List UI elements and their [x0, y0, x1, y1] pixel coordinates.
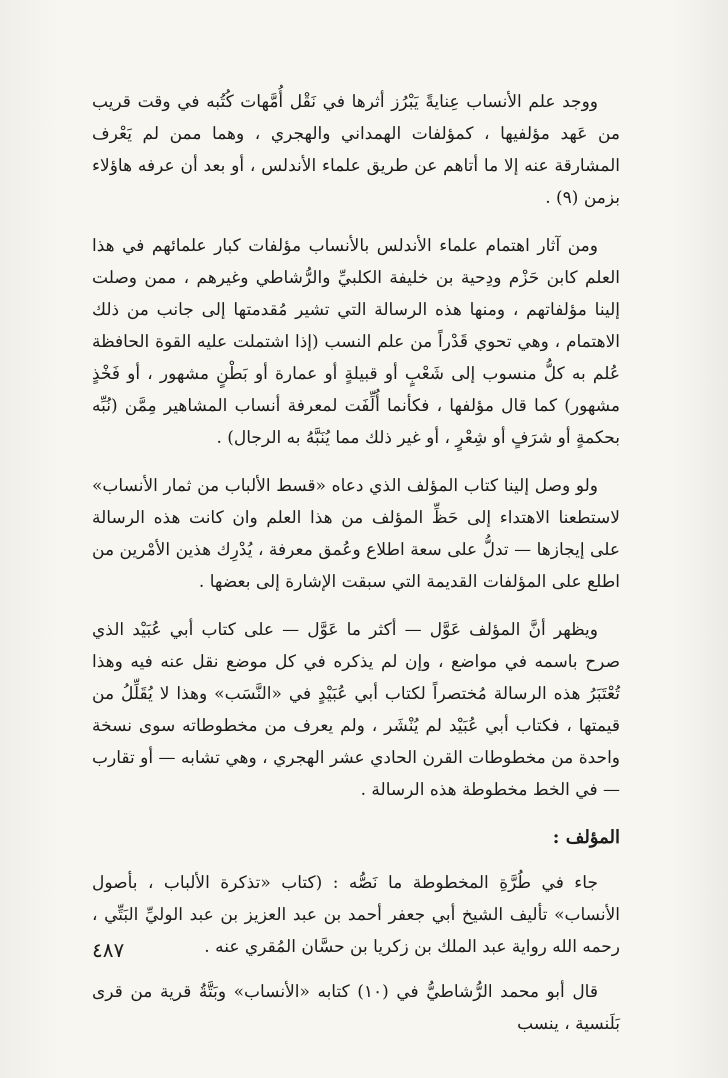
section-heading-author: المؤلف :	[552, 827, 620, 848]
paragraph-6: قال أبو محمد الرُّشاطيُّ في (١٠) كتابه «الأنساب» وبَتَّةُ قرية من قرى بَلَنسية ، ينسب	[92, 982, 620, 1034]
body-text	[92, 86, 620, 1040]
paragraph-2: ومن آثار اهتمام علماء الأندلس بالأنساب مؤلفات كبار علمائهم في هذا العلم كابن حَزْم ودِحية بن خليفة الكلبيِّ والرُّشاطي وغيرهم ، ممن وصلت إلينا مؤلفاتهم ، ومنها هذه الرسالة التي تشير مُقدمتها إلى جانب من ذلك الاهتمام ، وهي تحوي قَدْراً من علم النسب (إذا اشتملت عليه القوة الحافظة عُلم به كلُّ منسوب إلى شَعْبٍ أو قبيلةٍ أو عمارة أو بَطْنٍ مشهور ، أو فَخْذٍ مشهور) كما قال مؤلفها ، فكأنما أُلِّفَت لمعرفة أنساب المشاهير مِمَّن (نُبِّه بحكمةٍ أو شرَفٍ أو شِعْرٍ ، أو غير ذلك مما يُنَبَّهُ به الرجال) .	[92, 236, 620, 448]
paragraph-4: ويظهر أنَّ المؤلف عَوَّل — أكثر ما عَوَّل — على كتاب أبي عُبَيْد الذي صرح باسمه في مواضع ، وإن لم يذكره في كل موضع نقل عنه فيه وهذا تُعْتَبَرُ هذه الرسالة مُختصراً لكتاب أبي عُبَيْدٍ في «النَّسَب» وهذا لا يُقَلِّلُ من قيمتها ، فكتاب أبي عُبَيْد لم يُنْشَر ، ولم يعرف من مخطوطاته سوى نسخة واحدة من مخطوطات القرن الحادي عشر الهجري ، وهي تشابه — أو تقارب — في الخط مخطوطة هذه الرسالة .	[92, 620, 620, 800]
paragraph-1: ووجد علم الأنساب عِنايةً يَبْرُز أثرها في نَقْل أُمَّهات كُتُبه في وقت قريب من عَهد مؤلفيها ، كمؤلفات الهمداني والهجري ، وهما ممن لم يَعْرف المشارقة عنه إلا ما أتاهم عن طريق علماء الأندلس ، أو بعد أن عرفه هاؤلاء بزمن (٩) .	[92, 92, 620, 208]
page-number: ٤٨٧	[92, 938, 125, 962]
paragraph-3: ولو وصل إلينا كتاب المؤلف الذي دعاه «قسط الألباب من ثمار الأنساب» لاستطعنا الاهتداء إلى حَظِّ المؤلف من هذا العلم وان كانت هذه الرسالة على إيجازها — تدلُّ على سعة اطلاع وعُمق معرفة ، يُدْرِك هذين الأمْرين من اطلع على المؤلفات القديمة التي سبقت الإشارة إلى بعضها .	[92, 476, 620, 592]
paragraph-5: جاء في طُرَّةِ المخطوطة ما نَصُّه : (كتاب «تذكرة الألباب ، بأصول الأنساب» تأليف الشيخ أبي جعفر أحمد بن عبد العزيز بن عبد الوليِّ البَتِّي ، رحمه الله رواية عبد الملك بن زكريا بن حسَّان المُقري عنه .	[92, 873, 620, 957]
